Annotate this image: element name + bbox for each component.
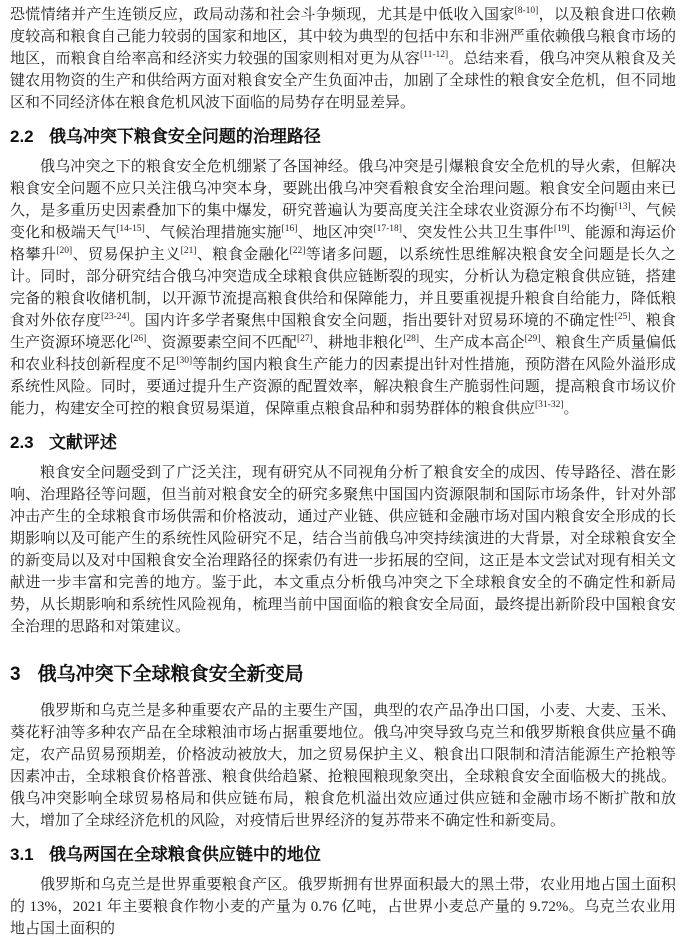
section-title: 俄乌冲突下粮食安全问题的治理路径 (48, 127, 321, 146)
citation-reference: [28] (403, 334, 420, 344)
citation-reference: [14-15] (116, 224, 145, 234)
section-heading-3-1 (10, 844, 676, 866)
citation-reference: [19] (553, 224, 570, 234)
citation-reference: [25] (614, 312, 631, 322)
citation-reference: [22] (289, 246, 306, 256)
citation-reference: [20] (56, 246, 73, 256)
section-title: 俄乌两国在全球粮食供应链中的地位 (48, 845, 321, 864)
citation-reference: [29] (524, 334, 541, 344)
paragraph-continuation: 恐慌情绪并产生连锁反应，政局动荡和社会斗争频现，尤其是中低收入国家[8-10]，以及粮食进口依赖度较高和粮食自己能力较弱的国家和地区，其中较为典型的包括中东和非洲严重依赖俄乌粮食市场的地区，而粮食自给率高和经济实力较强的国家则相对更为从容[11-12]。总结来看，俄乌冲突从粮食及关键农用物资的生产和供给两方面对粮食安全产生负面冲击，加剧了全球性的粮食安全危机，但不同地区和不同经济体在粮食危机风波下面临的局势存在明显差异。 (10, 6, 676, 111)
citation-reference: [13] (614, 202, 631, 212)
section-heading-2-2 (10, 126, 676, 148)
citation-reference: [16] (281, 224, 298, 234)
citation-reference: [8-10] (514, 6, 539, 16)
paragraph-supply-chain-position: 俄罗斯和乌克兰是世界重要粮食产区。俄罗斯拥有世界面积最大的黑土带，农业用地占国土面积的 13%，2021 年主要粮食作物小麦的产量为 0.76 亿吨，占世界小麦总产量的 9.72%。乌克兰农业用地占国土面积的 (10, 877, 676, 937)
citation-reference: [27] (297, 334, 313, 344)
chapter-heading-3 (10, 662, 676, 688)
chapter-number: 3 (10, 664, 21, 685)
section-heading-2-3 (10, 432, 676, 454)
section-number: 2.2 (10, 127, 34, 146)
citation-reference: [17-18] (373, 224, 402, 234)
section-number: 3.1 (10, 845, 34, 864)
chapter-title: 俄乌冲突下全球粮食安全新变局 (37, 664, 304, 685)
section-title: 文献评述 (48, 433, 117, 452)
paragraph-governance-path: 俄乌冲突之下的粮食安全危机绷紧了各国神经。俄乌冲突是引爆粮食安全危机的导火索，但解决粮食安全问题不应只关注俄乌冲突本身，要跳出俄乌冲突看粮食安全治理问题。粮食安全问题由来已久，是多重历史因素叠加下的集中爆发，研究普遍认为要高度关注全球农业资源分布不均衡[13]、气候变化和极端天气[14-15]、气候治理措施实施[16]、地区冲突[17-18]、突发性公共卫生事件[19]、能源和海运价格攀升[20]、贸易保护主义[21]、粮食金融化[22]等诸多问题，以系统性思维解决粮食安全问题是长久之计。同时，部分研究结合俄乌冲突造成全球粮食供应链断裂的现实，分析认为稳定粮食供应链，搭建完备的粮食收储机制，以开源节流提高粮食供给和保障能力，并且要重视提升粮食自给能力，降低粮食对外依存度[23-24]。国内许多学者聚焦中国粮食安全问题，指出要针对贸易环境的不确定性[25]、粮食生产资源环境恶化[26]、资源要素空间不匹配[27]、耕地非粮化[28]、生产成本高企[29]、粮食生产质量偏低和农业科技创新程度不足[30]等制约国内粮食生产能力的因素提出针对性措施，预防潜在风险外溢形成系统性风险。同时，要通过提升生产资源的配置效率，解决粮食生产脆弱性问题，提高粮食市场议价能力，构建安全可控的粮食贸易渠道，保障重点粮食品种和弱势群体的粮食供应[31-32]。 (10, 159, 676, 417)
paragraph-global-food-security: 俄罗斯和乌克兰是多种重要农产品的主要生产国，典型的农产品净出口国，小麦、大麦、玉米、葵花籽油等多种农产品在全球粮油市场占据重要地位。俄乌冲突导致乌克兰和俄罗斯粮食供应量不确定，农产品贸易预期差，价格波动被放大，加之贸易保护主义、粮食出口限制和清洁能源生产抢粮等因素冲击，全球粮食价格普涨、粮食供给趋紧、抢粮囤粮现象突出，全球粮食安全面临极大的挑战。俄乌冲突影响全球贸易格局和供应链布局，粮食危机溢出效应通过供应链和金融市场不断扩散和放大，增加了全球经济危机的风险，对疫情后世界经济的复苏带来不确定性和新变局。 (10, 703, 676, 829)
paragraph-literature-review: 粮食安全问题受到了广泛关注，现有研究从不同视角分析了粮食安全的成因、传导路径、潜在影响、治理路径等问题，但当前对粮食安全的研究多聚焦中国国内资源限制和国际市场条件，针对外部冲击产生的全球粮食市场供需和价格波动，通过产业链、供应链和金融市场对国内粮食安全形成的长期影响以及可能产生的系统性风险研究不足，结合当前俄乌冲突持续演进的大背景，对全球粮食安全的新变局以及对中国粮食安全治理路径的探索仍有进一步拓展的空间，这正是本文尝试对现有相关文献进一步丰富和完善的地方。鉴于此，本文重点分析俄乌冲突之下全球粮食安全的不确定性和新局势，从长期影响和系统性风险视角，梳理当前中国面临的粮食安全局面，最终提出新阶段中国粮食安全治理的思路和对策建议。 (10, 465, 676, 635)
citation-reference: [11-12] (420, 50, 449, 60)
citation-reference: [26] (130, 334, 147, 344)
citation-reference: [21] (180, 246, 197, 256)
section-number: 2.3 (10, 433, 34, 452)
citation-reference: [31-32] (535, 400, 564, 410)
citation-reference: [30] (176, 356, 193, 366)
citation-reference: [23-24] (100, 312, 130, 322)
